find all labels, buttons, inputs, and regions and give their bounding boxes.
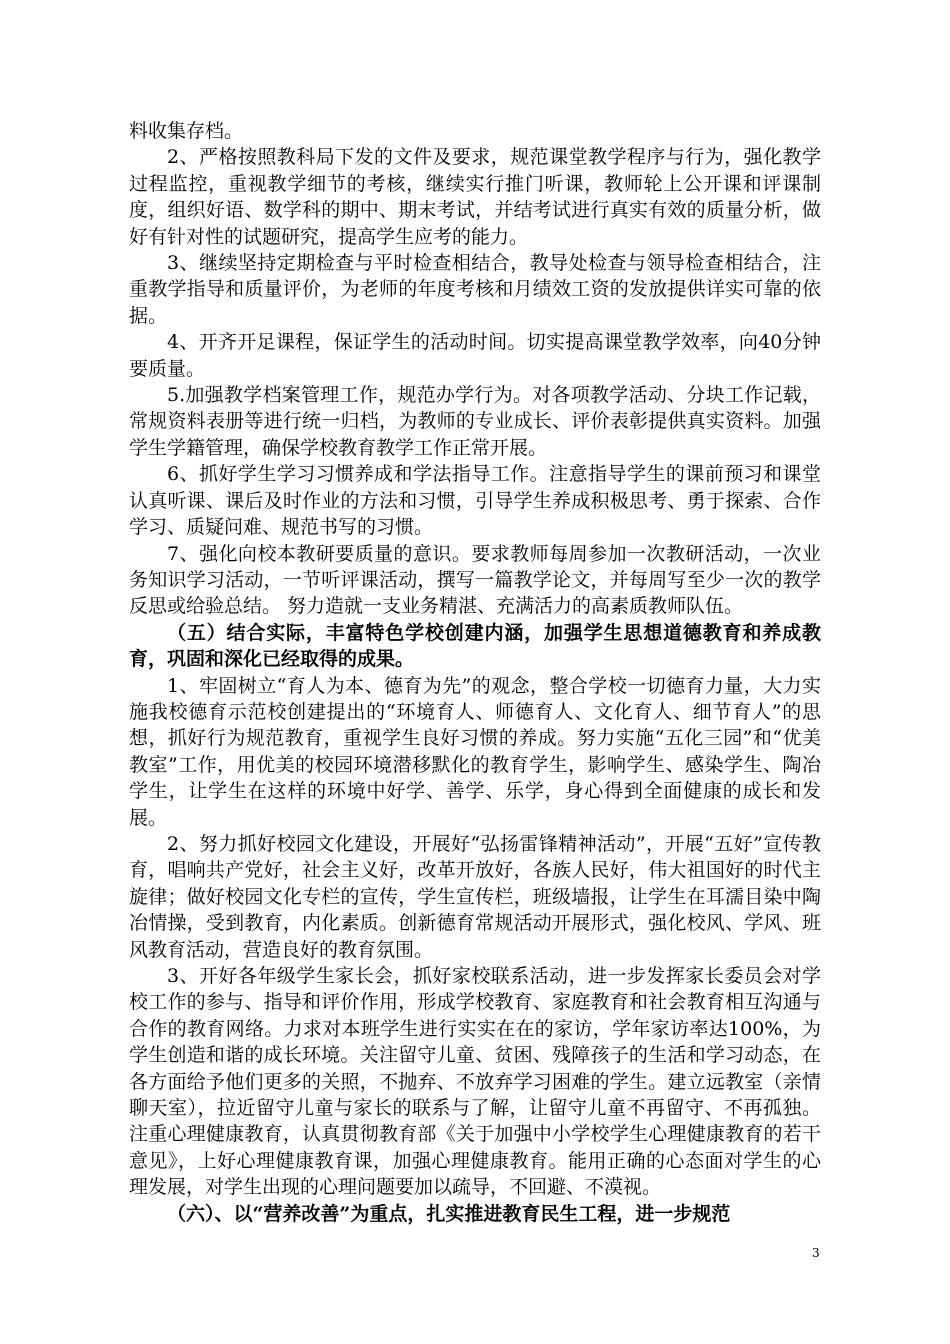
paragraph-continuation: 料收集存档。 — [129, 120, 244, 142]
body-text — [129, 118, 821, 1227]
paragraph-moral-3: 3、开好各年级学生家长会，抓好家校联系活动，进一步发挥家长委员会对学校工作的参与、指导和评价作用，形成学校教育、家庭教育和社会教育相互沟通与合作的教育网络。力求对本班学生进行实实在在的家访，学年家访率达100%，为学生创造和谐的成长环境。关注留守儿童、贫困、残障孩子的生活和学习动态，在各方面给予他们更多的关照，不抛弃、不放弃学习困难的学生。建立远教室（亲情聊天室），拉近留守儿童与家长的联系与了解，让留守儿童不再留守、不再孤独。注重心理健康教育，认真贯彻教育部《关于加强中小学校学生心理健康教育的若干意见》，上好心理健康教育课，加强心理健康教育。能用正确的心态面对学生的心理发展，对学生出现的心理问题要加以疏导，不回避、不漠视。 — [129, 965, 821, 1199]
section-heading-6: （六）、以“营养改善”为重点，扎实推进教育民生工程，进一步规范 — [167, 1202, 731, 1225]
paragraph-item-5: 5.加强教学档案管理工作，规范办学行为。对各项教学活动、分块工作记载，常规资料表册等进行统一归档，为教师的专业成长、评价表彰提供真实资料。加强学生学籍管理，确保学校教育教学工作正常开展。 — [129, 384, 821, 459]
paragraph-item-6: 6、抓好学生学习习惯养成和学法指导工作。注意指导学生的课前预习和课堂认真听课、课后及时作业的方法和习惯，引导学生养成积极思考、勇于探索、合作学习、质疑问难、规范书写的习惯。 — [129, 463, 821, 539]
paragraph-item-2: 2、严格按照教科局下发的文件及要求，规范课堂教学程序与行为，强化教学过程监控，重视教学细节的考核，继续实行推门听课，教师轮上公开课和评课制度，组织好语、数学科的期中、期末考试，并结考试进行真实有效的质量分析，做好有针对性的试题研究，提高学生应考的能力。 — [129, 146, 821, 248]
page-number: 3 — [812, 1246, 820, 1260]
paragraph-item-3: 3、继续坚持定期检查与平时检查相结合，教导处检查与领导检查相结合，注重教学指导和质量评价，为老师的年度考核和月绩效工资的发放提供详实可靠的依据。 — [129, 252, 821, 327]
section-heading-5: （五）结合实际，丰富特色学校创建内涵，加强学生思想道德教育和养成教育，巩固和深化已经取得的成果。 — [129, 621, 821, 671]
paragraph-moral-2: 2、努力抓好校园文化建设，开展好“弘扬雷锋精神活动”，开展“五好”宣传教育，唱响共产党好，社会主义好，改革开放好，各族人民好，伟大祖国好的时代主旋律；做好校园文化专栏的宣传，学生宣传栏，班级墙报，让学生在耳濡目染中陶冶情操，受到教育，内化素质。创新德育常规活动开展形式，强化校风、学风、班风教育活动，营造良好的教育氛围。 — [129, 832, 821, 961]
paragraph-item-4: 4、开齐开足课程，保证学生的活动时间。切实提高课堂教学效率，向40分钟要质量。 — [129, 331, 821, 380]
paragraph-item-7: 7、强化向校本教研要质量的意识。要求教师每周参加一次教研活动，一次业务知识学习活动，一节听评课活动，撰写一篇教学论文，并每周写至少一次的教学反思或给验总结。 努力造就一支业务精湛、充满活力的高素质教师队伍。 — [129, 542, 821, 618]
paragraph-moral-1: 1、牢固树立“育人为本、德育为先”的观念，整合学校一切德育力量，大力实施我校德育示范校创建提出的“环境育人、师德育人、文化育人、细节育人”的思想，抓好行为规范教育，重视学生良好习惯的养成。努力实施“五化三园”和“优美教室”工作，用优美的校园环境潜移默化的教育学生，影响学生、感染学生、陶冶学生，让学生在这样的环境中好学、善学、乐学，身心得到全面健康的成长和发展。 — [129, 674, 821, 829]
